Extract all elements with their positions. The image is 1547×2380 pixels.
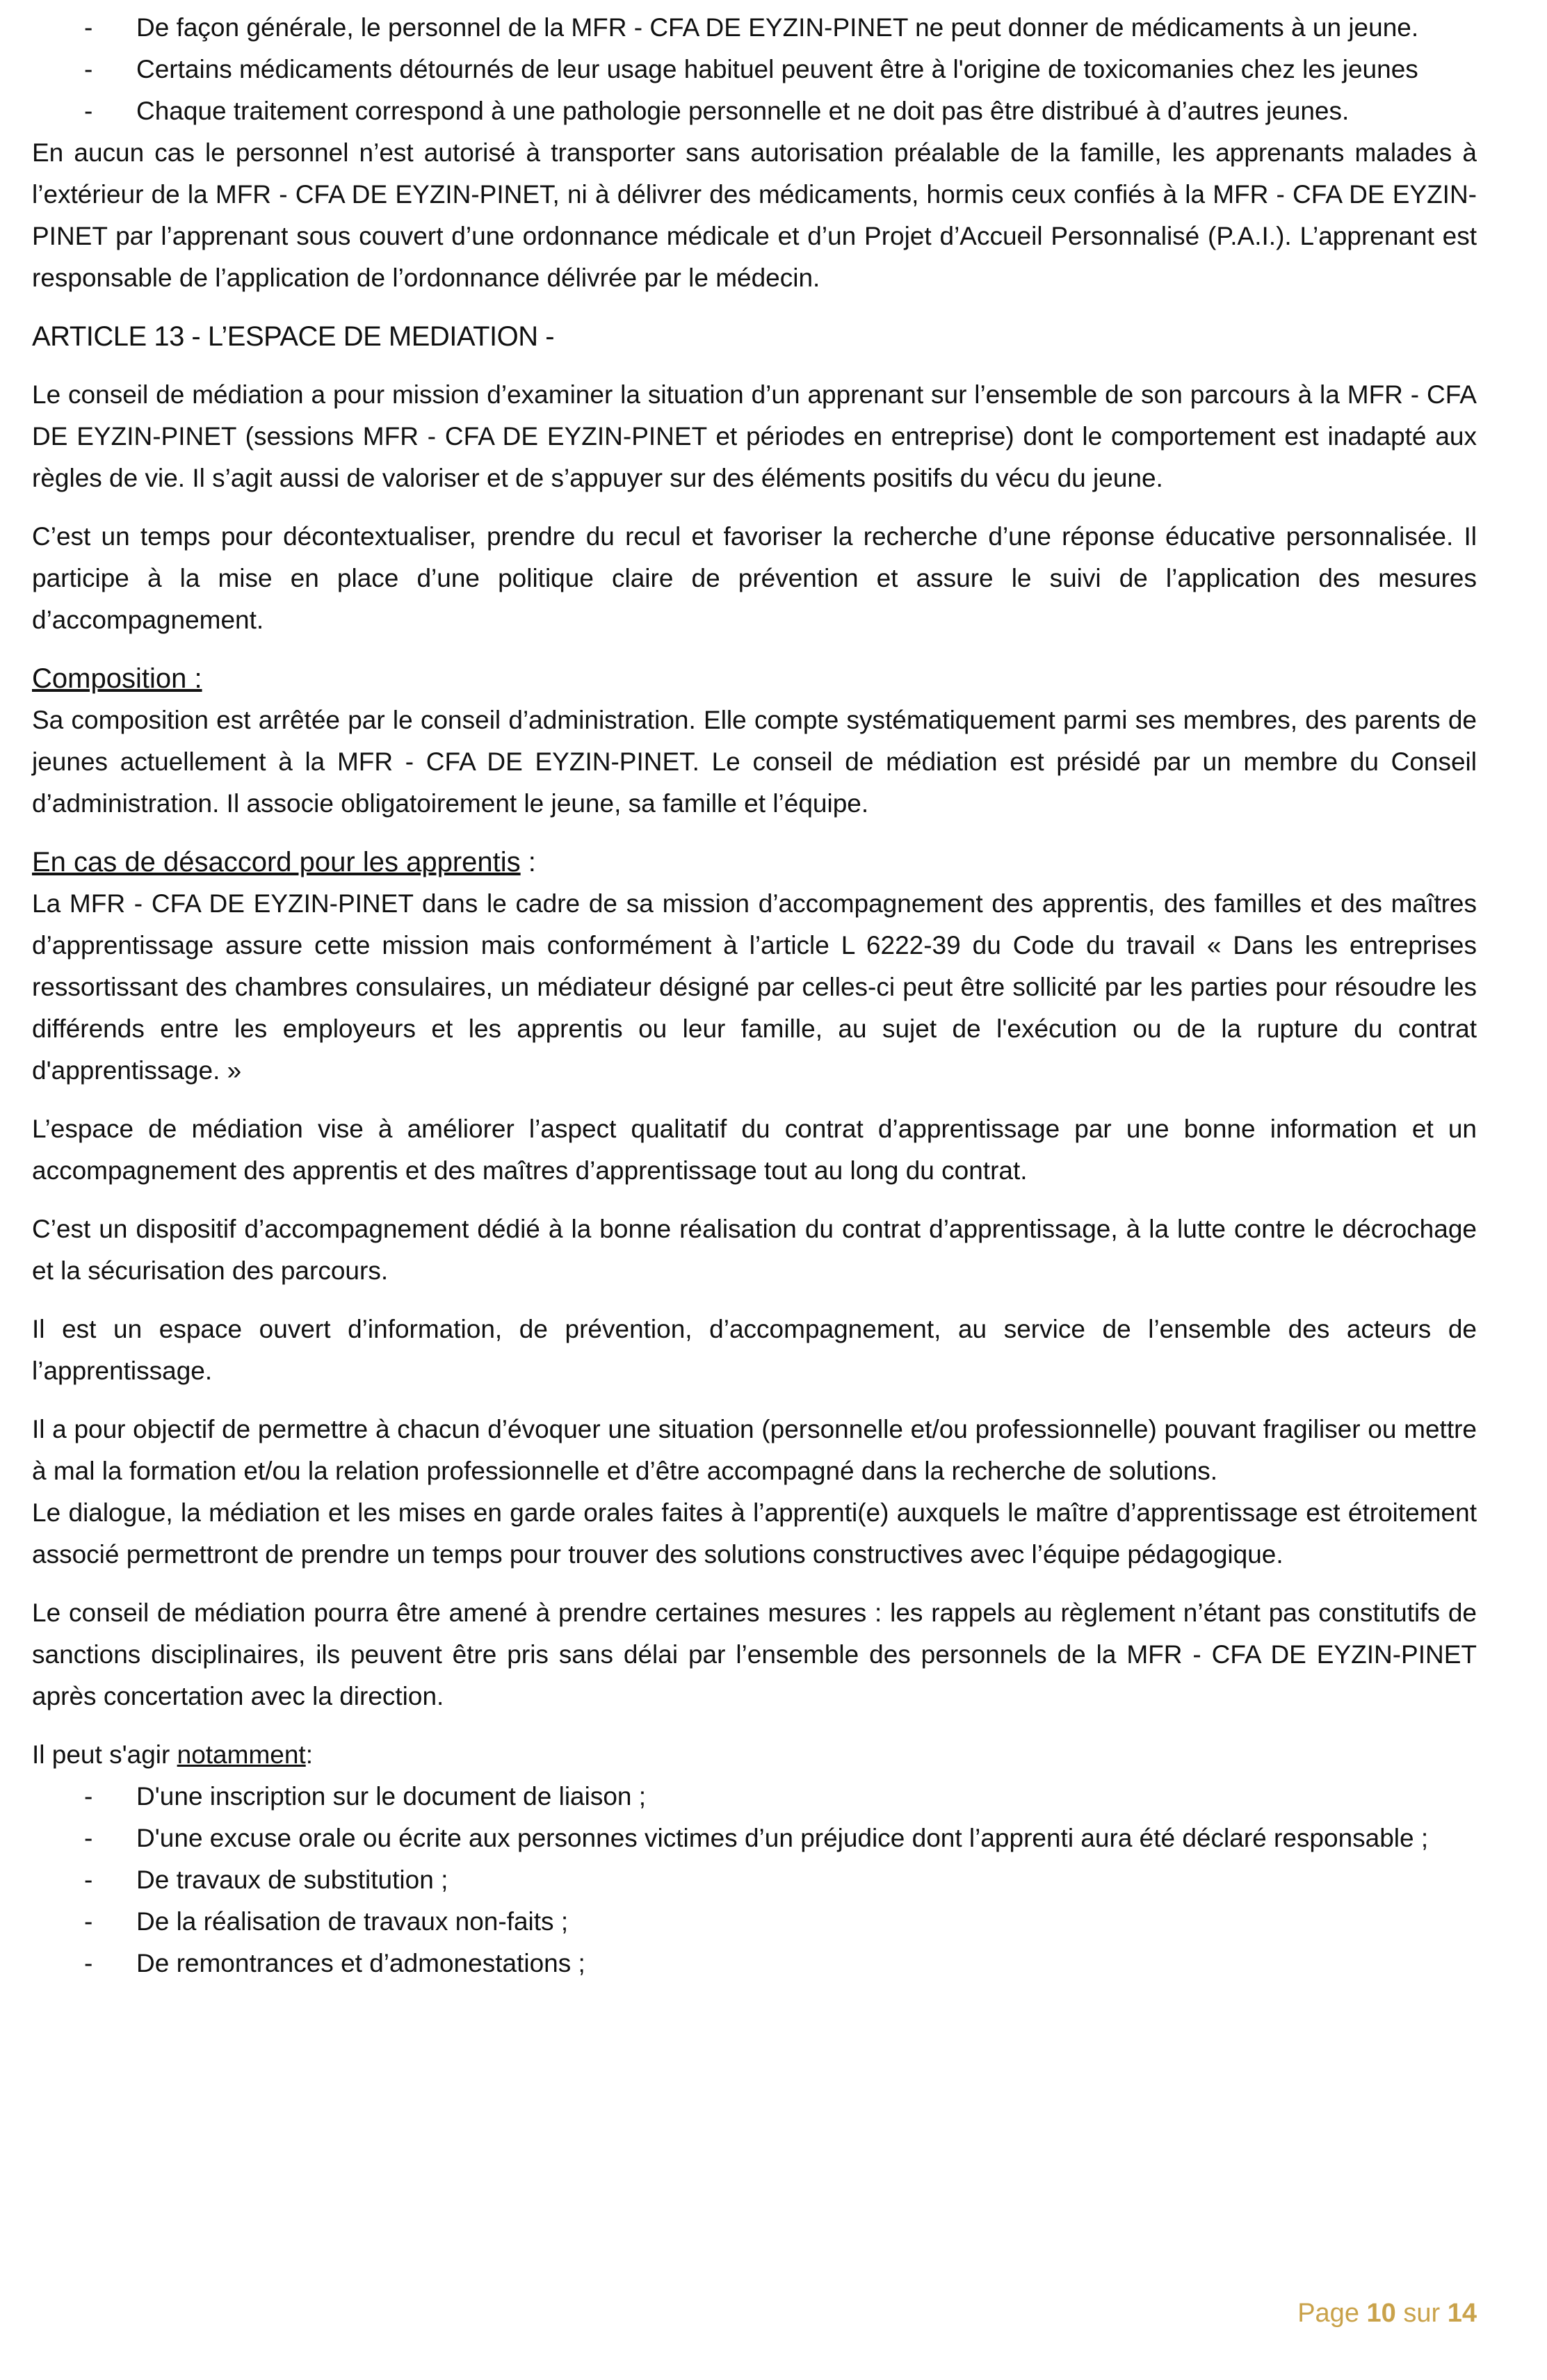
list-item: - Chaque traitement correspond à une pathologie personnelle et ne doit pas être distribué à d’autres jeunes. — [32, 90, 1477, 132]
mesures-list — [32, 1776, 1477, 1984]
paragraph-dialogue: Le dialogue, la médiation et les mises en garde orales faites à l’apprenti(e) auxquels le maître d’apprentissage est étroitement associé permettront de prendre un temps pour trouver des solutions constructives avec l’équipe pédagogique. — [32, 1498, 1477, 1569]
paragraph-conseil-role: C’est un temps pour décontextualiser, prendre du recul et favoriser la recherche d’une réponse éducative personnalisée. Il participe à la mise en place d’une politique claire de prévention et assure le suivi de l’application des mesures d’accompagnement. — [32, 522, 1477, 634]
medication-rules-list — [32, 7, 1477, 132]
paragraph-composition: Sa composition est arrêtée par le conseil d’administration. Elle compte systématiquement parmi ses membres, des parents de jeunes actuellement à la MFR - CFA DE EYZIN-PINET. Le conseil de médiation est présidé par un membre du Conseil d’administration. Il associe obligatoirement le jeune, sa famille et l’équipe. — [32, 706, 1477, 818]
list-item: - D'une inscription sur le document de liaison ; — [32, 1776, 1477, 1818]
dash-bullet: - — [84, 1949, 93, 1977]
dash-bullet: - — [84, 1782, 93, 1811]
list-item: - De façon générale, le personnel de la MFR - CFA DE EYZIN-PINET ne peut donner de médicaments à un jeune. — [32, 7, 1477, 49]
list-item: - Certains médicaments détournés de leur usage habituel peuvent être à l'origine de toxicomanies chez les jeunes — [32, 49, 1477, 90]
paragraph-transport: En aucun cas le personnel n’est autorisé à transporter sans autorisation préalable de la famille, les apprenants malades à l’extérieur de la MFR - CFA DE EYZIN-PINET, ni à délivrer des médicaments, hormis ceux confiés à la MFR - CFA DE EYZIN-PINET par l’apprenant sous couvert d’une ordonnance médicale et d’un Projet d’Accueil Personnalisé (P.A.I.). L’apprenant est responsable de l’application de l’ordonnance délivrée par le médecin. — [32, 138, 1477, 292]
paragraph-espace-ouvert: Il est un espace ouvert d’information, de prévention, d’accompagnement, au service de l’ensemble des acteurs de l’apprentissage. — [32, 1315, 1477, 1385]
paragraph-espace-dispositif: C’est un dispositif d’accompagnement dédié à la bonne réalisation du contrat d’apprentissage, à la lutte contre le décrochage et la sécurisation des parcours. — [32, 1215, 1477, 1285]
paragraph-mesures: Le conseil de médiation pourra être amené à prendre certaines mesures : les rappels au règlement n’étant pas constitutifs de sanctions disciplinaires, ils peuvent être pris sans délai par l’ensemble des personnels de la MFR - CFA DE EYZIN-PINET après concertation avec la direction. — [32, 1598, 1477, 1710]
dash-bullet: - — [84, 55, 93, 83]
list-item: - D'une excuse orale ou écrite aux personnes victimes d’un préjudice dont l’apprenti aura été déclaré responsable ; — [32, 1818, 1477, 1859]
list-item: - De remontrances et d’admonestations ; — [32, 1943, 1477, 1984]
notamment-intro: Il peut s'agir notamment: — [32, 1740, 313, 1769]
list-item: - De la réalisation de travaux non-faits ; — [32, 1901, 1477, 1943]
list-item: - De travaux de substitution ; — [32, 1859, 1477, 1901]
dash-bullet: - — [84, 13, 93, 42]
page-number-footer: Page 10 sur 14 — [1297, 2299, 1477, 2328]
composition-heading: Composition : — [32, 663, 202, 694]
desaccord-heading: En cas de désaccord pour les apprentis — [32, 847, 521, 877]
article-13-heading: ARTICLE 13 - L’ESPACE DE MEDIATION - — [32, 321, 555, 352]
paragraph-desaccord: La MFR - CFA DE EYZIN-PINET dans le cadre de sa mission d’accompagnement des apprentis, des familles et des maîtres d’apprentissage assure cette mission mais conformément à l’article L 6222-39 du Code du travail « Dans les entreprises ressortissant des chambres consulaires, un médiateur désigné par celles-ci peut être sollicité par les parties pour résoudre les différends entre les employeurs et les apprentis ou leur famille, au sujet de l'exécution ou de la rupture du contrat d'apprentissage. » — [32, 889, 1477, 1085]
paragraph-espace-qualitatif: L’espace de médiation vise à améliorer l’aspect qualitatif du contrat d’apprentissage par une bonne information et un accompagnement des apprentis et des maîtres d’apprentissage tout au long du contrat. — [32, 1115, 1477, 1185]
dash-bullet: - — [84, 1824, 93, 1852]
paragraph-conseil-mission: Le conseil de médiation a pour mission d’examiner la situation d’un apprenant sur l’ensemble de son parcours à la MFR - CFA DE EYZIN-PINET (sessions MFR - CFA DE EYZIN-PINET et périodes en entreprise) dont le comportement est inadapté aux règles de vie. Il s’agit aussi de valoriser et de s’appuyer sur des éléments positifs du vécu du jeune. — [32, 380, 1477, 492]
dash-bullet: - — [84, 1907, 93, 1936]
paragraph-objectif: Il a pour objectif de permettre à chacun d’évoquer une situation (personnelle et/ou professionnelle) pouvant fragiliser ou mettre à mal la formation et/ou la relation professionnelle et d’être accompagné dans la recherche de solutions. — [32, 1415, 1477, 1485]
dash-bullet: - — [84, 1865, 93, 1894]
desaccord-heading-line: En cas de désaccord pour les apprentis : — [32, 847, 536, 877]
dash-bullet: - — [84, 97, 93, 125]
document-content — [32, 7, 1477, 1984]
